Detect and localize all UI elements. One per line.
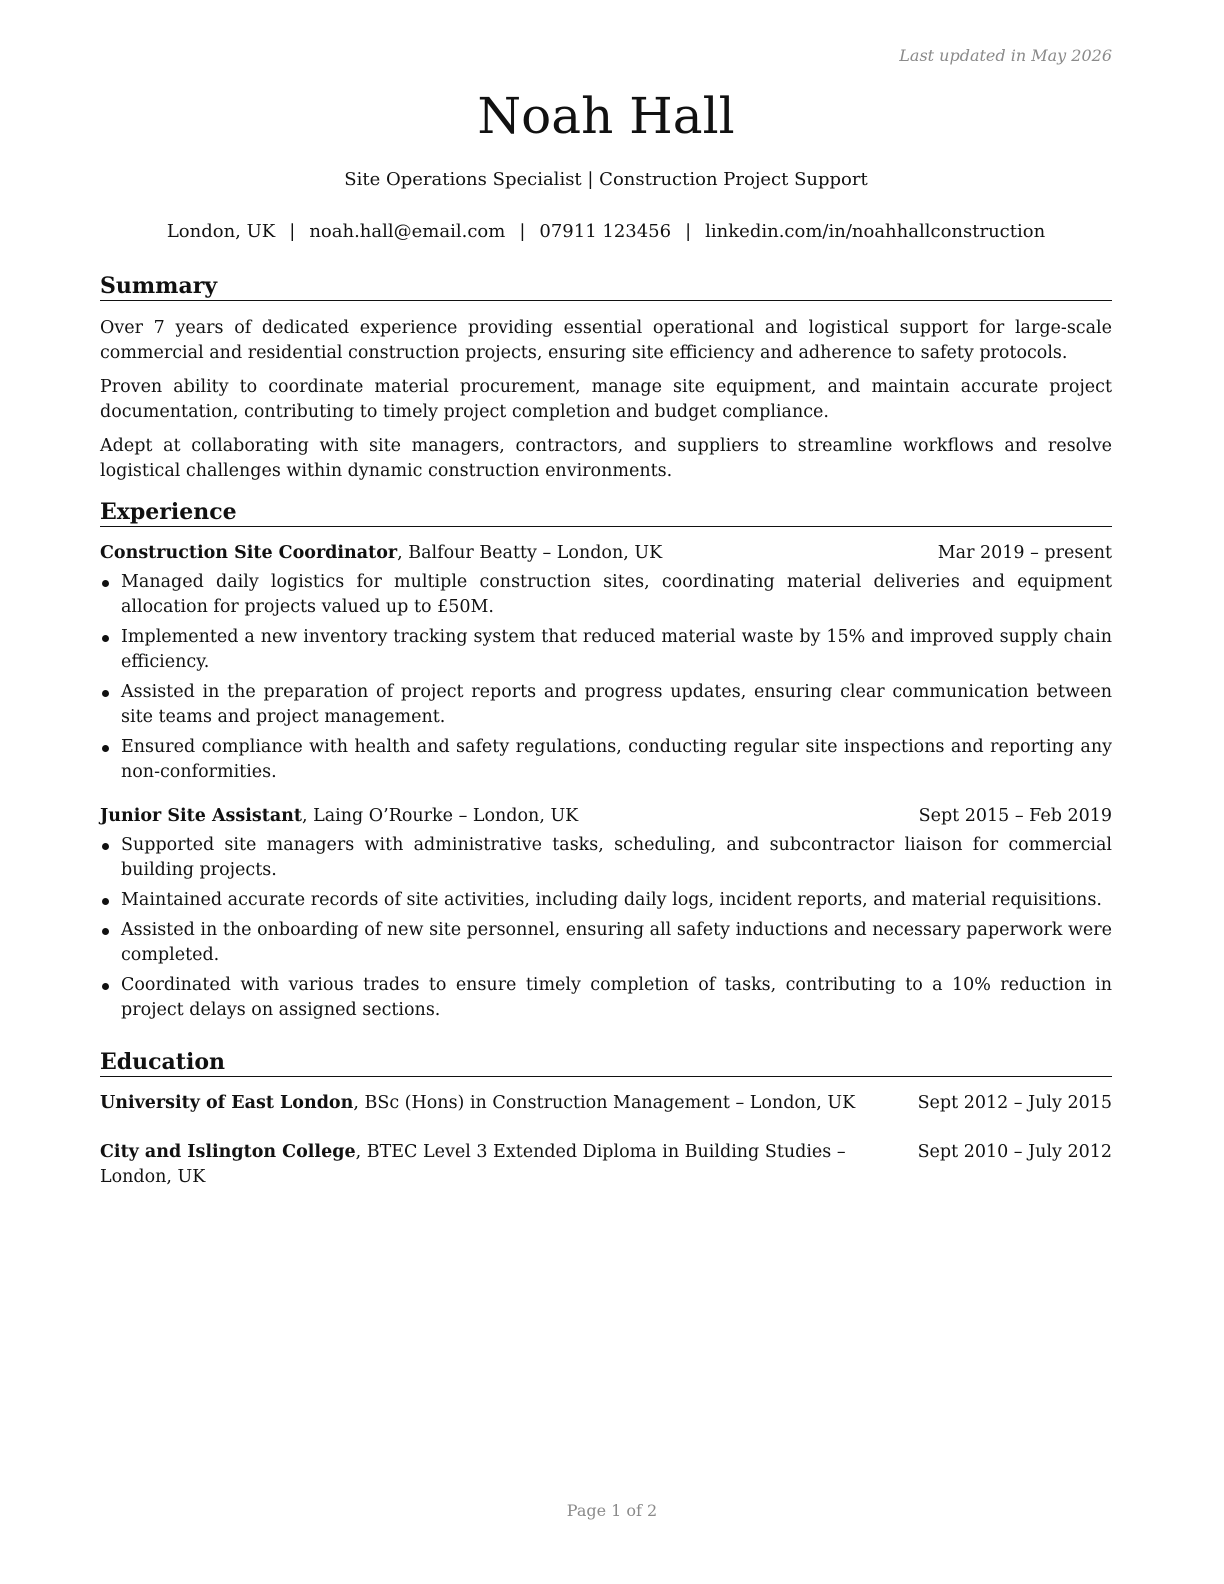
education-entry [100, 1091, 1112, 1116]
job-entry [100, 541, 1112, 785]
contact-location: London, UK [166, 221, 276, 242]
job-bullets [100, 570, 1112, 785]
job-role: Junior Site Assistant [100, 806, 302, 826]
education-institution: City and Islington College [100, 1142, 356, 1162]
contact-linkedin-link[interactable]: linkedin.com/in/noahhallconstruction [705, 221, 1046, 242]
last-updated-note: Last updated in May 2026 [899, 46, 1112, 65]
education-section [100, 1048, 1112, 1214]
candidate-tagline: Site Operations Specialist | Construction Project Support [344, 169, 868, 190]
candidate-name: Noah Hall [477, 87, 735, 145]
contact-separator: | [519, 221, 526, 242]
education-entry [100, 1140, 1112, 1190]
job-bullet: Assisted in the onboarding of new site personnel, ensuring all safety inductions and necessary paperwork were completed. [100, 918, 1112, 968]
job-company: , Balfour Beatty – London, UK [397, 543, 663, 563]
summary-paragraph: Over 7 years of dedicated experience providing essential operational and logistical support for large-scale commercial and residential construction projects, ensuring site efficiency and adherence to safety protocols. [100, 318, 1112, 363]
education-institution: University of East London [100, 1093, 354, 1113]
summary-paragraph: Proven ability to coordinate material procurement, manage site equipment, and maintain accurate project documentation, contributing to timely project completion and budget compliance. [100, 377, 1112, 422]
education-dates: Sept 2012 – July 2015 [917, 1093, 1112, 1113]
job-dates: Sept 2015 – Feb 2019 [918, 806, 1112, 826]
job-header [100, 804, 1112, 829]
page-number: Page 1 of 2 [566, 1501, 658, 1520]
education-detail: , BTEC Level 3 Extended Diploma in Building Studies – London, UK [100, 1142, 846, 1187]
summary-heading: Summary [100, 272, 1112, 301]
job-bullet: Supported site managers with administrative tasks, scheduling, and subcontractor liaison for commercial building projects. [100, 833, 1112, 883]
education-heading: Education [100, 1048, 1112, 1077]
summary-paragraph: Adept at collaborating with site managers, contractors, and suppliers to streamline workflows and resolve logistical challenges within dynamic construction environments. [100, 436, 1112, 481]
contact-email-link[interactable]: noah.hall@email.com [309, 221, 506, 242]
education-detail: , BSc (Hons) in Construction Management – London, UK [353, 1093, 856, 1113]
job-bullet: Maintained accurate records of site activities, including daily logs, incident reports, and material requisitions. [100, 888, 1112, 913]
experience-section [100, 498, 1112, 1028]
job-role: Construction Site Coordinator [100, 543, 398, 563]
job-header [100, 541, 1112, 566]
contact-line [100, 220, 1112, 244]
job-bullet: Coordinated with various trades to ensure timely completion of tasks, contributing to a 10% reduction in project delays on assigned sections. [100, 973, 1112, 1023]
job-company: , Laing O’Rourke – London, UK [301, 806, 579, 826]
education-dates: Sept 2010 – July 2012 [917, 1142, 1112, 1162]
job-bullet: Assisted in the preparation of project reports and progress updates, ensuring clear communication between site teams and project management. [100, 680, 1112, 730]
summary-section [100, 272, 1112, 493]
contact-separator: | [289, 221, 296, 242]
job-entry [100, 804, 1112, 1023]
contact-phone-link[interactable]: 07911 123456 [539, 221, 672, 242]
job-bullet: Implemented a new inventory tracking system that reduced material waste by 15% and improved supply chain efficiency. [100, 625, 1112, 675]
experience-heading: Experience [100, 498, 1112, 527]
job-bullets [100, 833, 1112, 1023]
job-bullet: Managed daily logistics for multiple construction sites, coordinating material deliveries and equipment allocation for projects valued up to £50M. [100, 570, 1112, 620]
job-dates: Mar 2019 – present [937, 543, 1112, 563]
contact-separator: | [685, 221, 692, 242]
job-bullet: Ensured compliance with health and safety regulations, conducting regular site inspections and reporting any non-conformities. [100, 735, 1112, 785]
